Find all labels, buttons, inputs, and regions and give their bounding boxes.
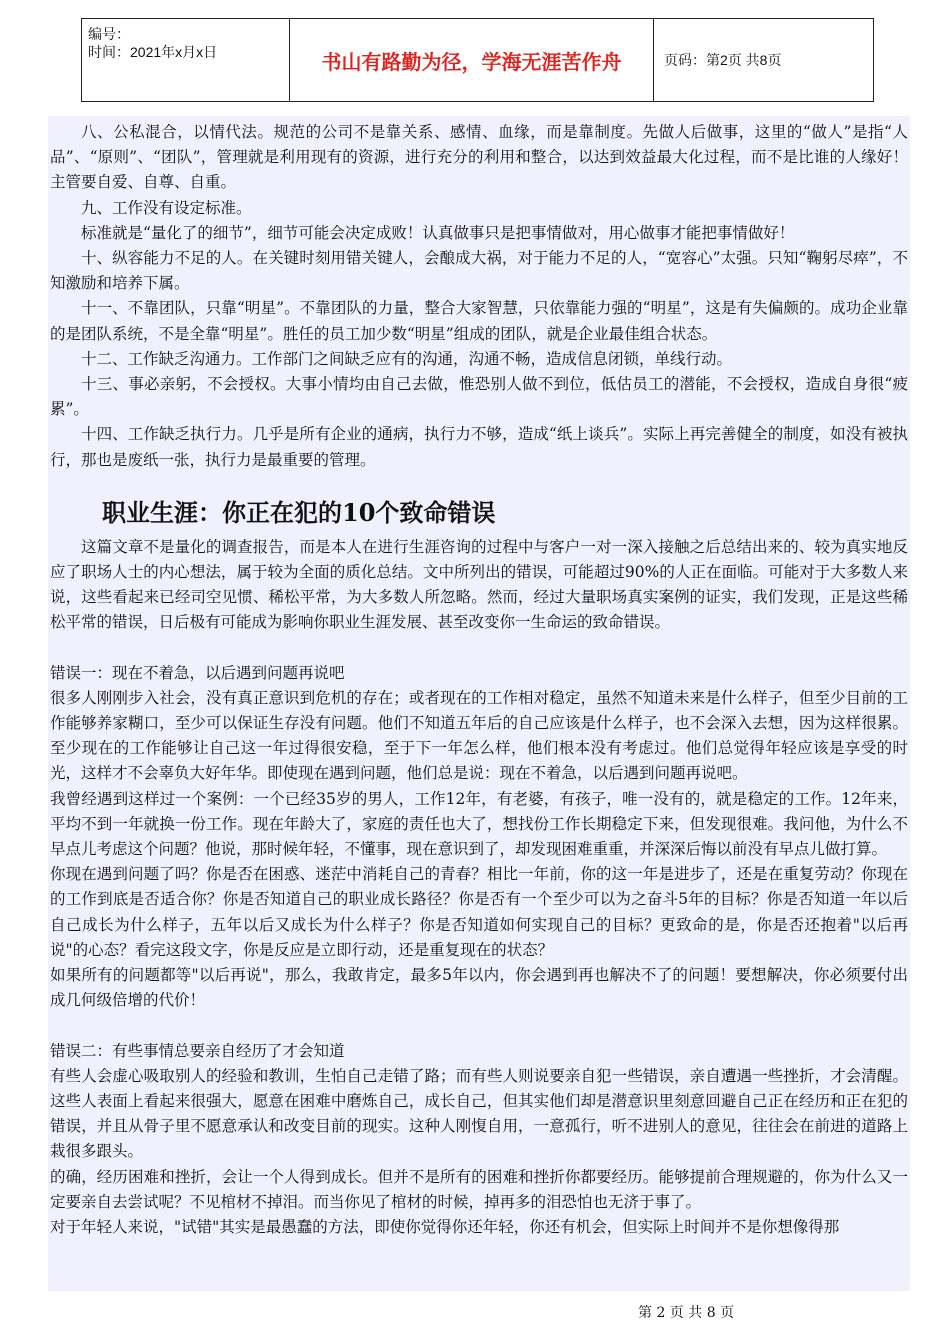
page-header <box>81 18 874 102</box>
paragraph: 十一、不靠团队，只靠“明星”。不靠团队的力量，整合大家智慧，只依靠能力强的“明星”，这是有失偏颇的。成功企业靠的是团队系统，不是全靠“明星”。胜任的员工加少数“明星”组成的团队，就是企业最佳组合状态。 <box>50 299 908 343</box>
page-footer: 第 2 页 共 8 页 <box>638 1305 735 1321</box>
header-motto: 书山有路勤为径，学海无涯苦作舟 <box>290 19 654 101</box>
header-page-label: 页码：第2页 共8页 <box>664 52 782 68</box>
paragraph: 你现在遇到问题了吗？你是否在困惑、迷茫中消耗自己的青春？相比一年前，你的这一年是进步了，还是在重复劳动？你现在的工作到底是否适合你？你是否知道自己的职业成长路径？你是否有一个至少可以为之奋斗5年的目标？你是否知道一年以后自己成长为什么样子，五年以后又成长为什么样子？你是否知道如何实现自己的目标？更致命的是，你是否还抱着"以后再说"的心态？看完这段文字，你是反应是立即行动，还是重复现在的状态？ <box>50 865 908 959</box>
paragraph: 有些人会虚心吸取别人的经验和教训，生怕自己走错了路；而有些人则说要亲自犯一些错误，亲自遭遇一些挫折，才会清醒。这些人表面上看起来很强大，愿意在困难中磨炼自己，成长自己，但其实他们却是潜意识里刻意回避自己正在经历和正在犯的错误，并且从骨子里不愿意承认和改变目前的现实。这种人刚愎自用，一意孤行，听不进别人的意见，往往会在前进的道路上栽很多跟头。 <box>50 1066 908 1161</box>
paragraph: 十四、工作缺乏执行力。几乎是所有企业的通病，执行力不够，造成“纸上谈兵”。实际上再完善健全的制度，如没有被执行，那也是废纸一张，执行力是最重要的管理。 <box>50 425 908 469</box>
number-label: 编号： <box>88 26 130 42</box>
paragraph: 十、纵容能力不足的人。在关键时刻用错关键人，会酿成大祸，对于能力不足的人，“宽容心”太强。只知“鞠躬尽瘁”，不知激励和培养下属。 <box>50 249 908 293</box>
paragraph: 十三、事必亲躬，不会授权。大事小情均由自己去做，惟恐别人做不到位，低估员工的潜能，不会授权，造成自身很“疲累”。 <box>50 375 908 419</box>
paragraph: 很多人刚刚步入社会，没有真正意识到危机的存在；或者现在的工作相对稳定，虽然不知道未来是什么样子，但至少目前的工作能够养家糊口，至少可以保证生存没有问题。他们不知道五年后的自己应该是什么样子，也不会深入去想，因为这样很累。至少现在的工作能够让自己这一年过得很安稳，至于下一年怎么样，他们根本没有考虑过。他们总觉得年轻应该是享受的时光，这样才不会辜负大好年华。即使现在遇到问题，他们总是说：现在不着急，以后遇到问题再说吧。 <box>50 688 908 783</box>
paragraph: 八、公私混合，以情代法。规范的公司不是靠关系、感情、血缘，而是靠制度。先做人后做事，这里的“做人”是指“人品”、“原则”、“团队”，管理就是利用现有的资源，进行充分的利用和整合，以达到效益最大化过程，而不是比谁的人缘好！主管要自爱、自尊、自重。 <box>50 123 908 192</box>
header-info-cell <box>82 19 290 101</box>
document-body <box>48 116 910 1291</box>
error-heading: 错误一：现在不着急，以后遇到问题再说吧 <box>50 663 345 682</box>
paragraph: 对于年轻人来说，"试错"其实是最愚蠢的方法，即使你觉得你还年轻，你还有机会，但实际上时间并不是你想像得那 <box>50 1217 840 1236</box>
intro-paragraph: 这篇文章不是量化的调查报告，而是本人在进行生涯咨询的过程中与客户一对一深入接触之后总结出来的、较为真实地反应了职场人士的内心想法，属于较为全面的质化总结。文中所列出的错误，可能超过90%的人正在面临。可能对于大多数人来说，这些看起来已经司空见惯、稀松平常，为大多数人所忽略。然而，经过大量职场真实案例的证实，我们发现，正是这些稀松平常的错误，日后极有可能成为影响你职业生涯发展、甚至改变你一生命运的致命错误。 <box>50 537 908 632</box>
paragraph: 十二、工作缺乏沟通力。工作部门之间缺乏应有的沟通，沟通不畅，造成信息闭锁，单线行动。 <box>81 349 733 368</box>
error-heading: 错误二：有些事情总要亲自经历了才会知道 <box>50 1041 345 1060</box>
paragraph: 标准就是“量化了的细节”，细节可能会决定成败！认真做事只是把事情做对，用心做事才能把事情做好！ <box>81 223 795 242</box>
section-title: 职业生涯：你正在犯的10个致命错误 <box>102 497 496 527</box>
time-label: 时间：2021年x月x日 <box>88 44 218 60</box>
paragraph: 的确，经历困难和挫折，会让一个人得到成长。但并不是所有的困难和挫折你都要经历。能够提前合理规避的，你为什么又一定要亲自去尝试呢？不见棺材不掉泪。而当你见了棺材的时候，掉再多的泪恐怕也无济于事了。 <box>50 1167 908 1211</box>
paragraph: 我曾经遇到这样过一个案例：一个已经35岁的男人，工作12年，有老婆，有孩子，唯一没有的，就是稳定的工作。12年来，平均不到一年就换一份工作。现在年龄大了，家庭的责任也大了，想找份工作长期稳定下来，但发现很难。我问他，为什么不早点儿考虑这个问题？他说，那时候年轻，不懂事，现在意识到了，却发现困难重重，并深深后悔以前没有早点儿做打算。 <box>50 789 908 859</box>
paragraph: 如果所有的问题都等"以后再说"，那么，我敢肯定，最多5年以内，你会遇到再也解决不了的问题！要想解决，你必须要付出成几何级倍增的代价！ <box>50 966 908 1010</box>
paragraph: 九、工作没有设定标准。 <box>81 198 252 217</box>
